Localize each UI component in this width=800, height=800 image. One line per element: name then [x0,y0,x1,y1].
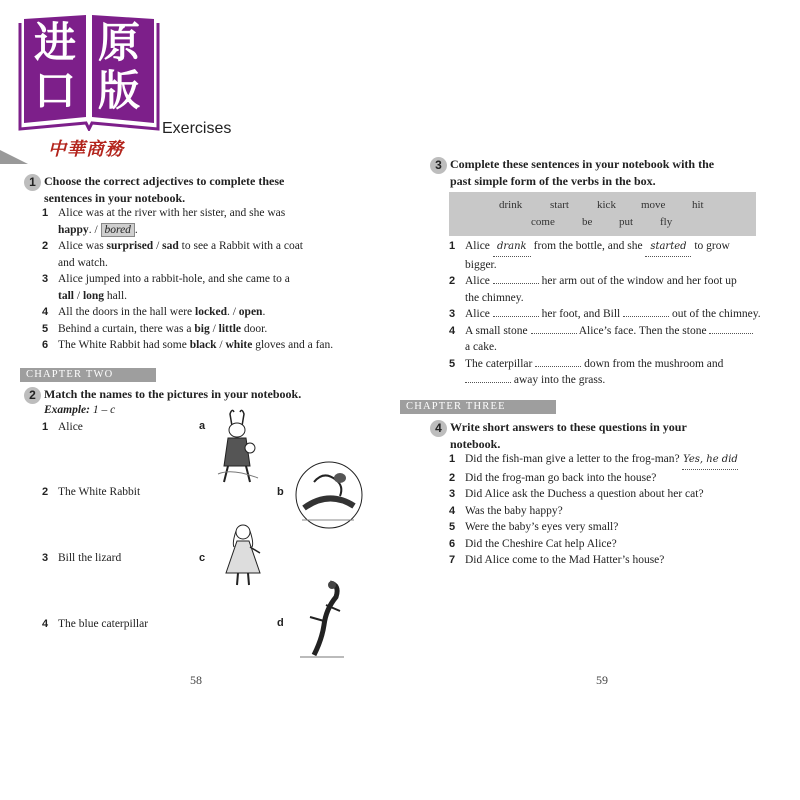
exercise-1-list [42,205,372,354]
list-item-continued: the chimney. [465,291,524,304]
answer-blank [709,333,753,334]
list-item: 5 Behind a curtain, there was a big / little door. [42,322,268,335]
list-item-continued: and watch. [58,256,108,269]
header-corner-decoration [0,150,28,164]
box-word: be [582,216,593,228]
list-item: 1 Alice [42,421,83,433]
chapter-two-banner: CHAPTER TWO [20,368,156,382]
publisher-logo [18,13,160,127]
list-item: 6 Did the Cheshire Cat help Alice? [449,537,617,550]
exercise-1-number: 1 [24,173,41,191]
answer-blank [531,333,577,334]
list-item: 1 Did the fish-man give a letter to the frog-man? Yes, he did [449,451,789,470]
box-word: come [531,216,555,228]
alice-illustration-icon [220,523,266,587]
list-item: 3 Did Alice ask the Duchess a question about her cat? [449,488,704,500]
answer-blank [493,316,539,317]
picture-letter-d: d [277,617,284,629]
logo-char-3: 口 [34,66,77,115]
box-word: kick [597,199,616,211]
exercise-3-list [449,238,779,389]
page-heading: Exercises [162,120,232,137]
list-item: 6 The White Rabbit had some black / white gloves and a fan. [42,339,334,351]
list-item: 5 Were the baby’s eyes very small? [449,521,619,533]
logo-char-4: 版 [98,66,141,115]
list-item-continued: away into the grass. [449,372,779,389]
list-item: 2 Alice her arm out of the window and her foot up [449,275,737,287]
box-word: move [641,199,666,211]
list-item: 1 Alice drank from the bottle, and she started to grow [449,238,779,257]
box-word: drink [499,199,523,211]
exercise-4-title: Write short answers to these questions in your notebook. [450,420,687,451]
exercise-4-list [449,451,789,569]
exercise-2-example: Example: 1 – c [44,404,116,416]
list-item-continued: bigger. [465,258,497,271]
picture-letter-c: c [199,552,206,564]
answer-blank [465,382,511,383]
answer-blank [535,366,581,367]
logo-char-2: 原 [98,18,141,67]
page-number-left: 58 [190,673,202,687]
list-item: 1 Alice was at the river with her sister, and she was [42,207,286,219]
exercise-1-title: Choose the correct adjectives to complete these sentences in your notebook. [44,174,285,205]
list-item: 2 Did the frog-man go back into the house? [449,471,657,484]
list-item: 4 All the doors in the hall were locked. / open. [42,306,266,318]
answer-blank: drank [493,239,531,257]
list-item: 4 A small stone Alice’s face. Then the stone [449,323,779,340]
list-item: 5 The caterpillar down from the mushroom and [449,357,724,370]
box-word: start [550,199,569,211]
list-item: 4 Was the baby happy? [449,504,563,517]
exercise-4-number: 4 [430,419,447,437]
answer-blank [493,283,539,284]
box-word: fly [660,216,673,228]
answer-highlight: bored [101,223,135,237]
answer-blank: Yes, he did [682,452,738,470]
box-word: hit [692,199,704,211]
list-item-continued: a cake. [465,341,497,353]
chapter-three-banner: CHAPTER THREE [400,400,556,414]
exercise-2-title: Match the names to the pictures in your notebook. [44,387,302,401]
picture-letter-b: b [277,486,284,498]
list-item: 2 Alice was surprised / sad to see a Rabbit with a coat [42,240,304,252]
list-item: 3 Bill the lizard [42,552,122,564]
box-word: put [619,216,634,228]
list-item-continued: tall / long hall. [58,289,128,302]
list-item: 3 Alice jumped into a rabbit-hole, and she came to a [42,273,290,285]
logo-subtitle: 中華商務 [48,139,124,160]
list-item: 3 Alice her foot, and Bill out of the chimney. [449,308,761,320]
caterpillar-illustration-icon [294,460,364,530]
list-item-continued: happy. / bored . [58,223,138,236]
white-rabbit-illustration-icon [212,408,264,486]
exercise-3-number: 3 [430,156,447,174]
logo-char-1: 进 [34,18,77,67]
bill-lizard-illustration-icon [296,577,348,659]
page-number-right: 59 [596,673,608,687]
list-item: 2 The White Rabbit [42,486,141,498]
exercise-3-title: Complete these sentences in your notebook with the past simple form of the verbs in the box. [450,157,715,188]
exercise-2-number: 2 [24,386,41,404]
list-item: 7 Did Alice come to the Mad Hatter’s house? [449,554,665,566]
answer-blank: started [645,239,691,257]
answer-blank [623,316,669,317]
list-item: 4 The blue caterpillar [42,618,149,630]
verb-word-box [449,192,756,236]
picture-letter-a: a [199,420,206,432]
